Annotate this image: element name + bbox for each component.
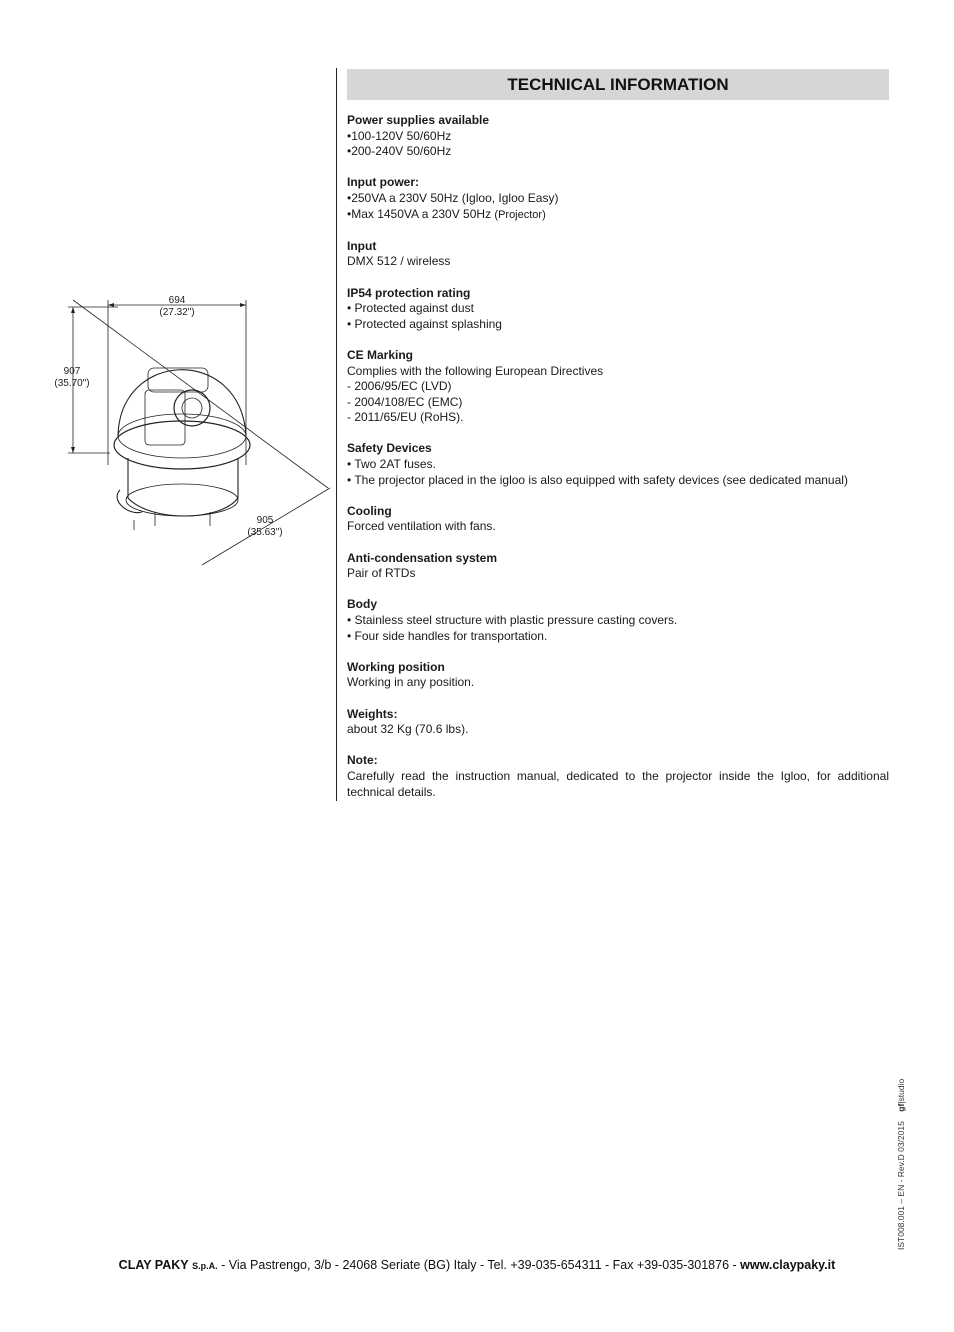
document-code [896, 1060, 910, 1250]
ip54-item: • Protected against dust [347, 301, 474, 316]
depth-dim-line [73, 300, 328, 488]
ce-item: Complies with the following European Directives [347, 363, 604, 378]
height-mm-label: 907 [63, 366, 81, 377]
studio-mark: gf [896, 1103, 906, 1112]
power-supplies-title: Power supplies available [347, 113, 490, 127]
anticond-item: Pair of RTDs [347, 566, 416, 581]
spec-list [347, 113, 889, 816]
cooling-item: Forced ventilation with fans. [347, 519, 496, 534]
company-name: CLAY PAKY [118, 1258, 189, 1272]
power-supply-item: •200-240V 50/60Hz [347, 144, 452, 159]
section-anti-condensation [347, 551, 889, 582]
ip54-title: IP54 protection rating [347, 285, 471, 300]
safety-title: Safety Devices [347, 441, 432, 456]
input-power-item [347, 207, 889, 224]
handle-left [117, 490, 142, 513]
section-body [347, 597, 889, 644]
power-supply-item: •100-120V 50/60Hz [347, 128, 452, 143]
website-link[interactable]: www.claypaky.it [740, 1258, 836, 1272]
note-title: Note: [347, 753, 378, 768]
base-body [128, 458, 238, 516]
width-mm-label: 694 [168, 295, 186, 306]
section-cooling [347, 504, 889, 535]
ce-title: CE Marking [347, 347, 414, 362]
igloo-drawing-svg [50, 290, 340, 570]
studio-name: |studio [896, 1078, 906, 1104]
page-title: TECHNICAL INFORMATION [507, 74, 729, 94]
width-arrow-left [108, 303, 114, 307]
section-input-power [347, 175, 889, 223]
depth-mm-label: 905 [256, 515, 274, 526]
input-power-value: •Max 1450VA a 230V 50Hz [347, 206, 495, 221]
cooling-title: Cooling [347, 503, 392, 518]
ce-item: - 2004/108/EC (EMC) [347, 394, 463, 409]
section-note [347, 753, 889, 800]
body-item: • Four side handles for transportation. [347, 628, 548, 643]
safety-item: • Two 2AT fuses. [347, 457, 436, 472]
input-power-title: Input power: [347, 175, 419, 190]
section-power-supplies [347, 113, 889, 160]
height-arrow-top [71, 307, 75, 313]
working-item: Working in any position. [347, 675, 475, 690]
input-power-item: •250VA a 230V 50Hz (Igloo, Igloo Easy) [347, 190, 559, 205]
section-input [347, 239, 889, 270]
input-power-note: (Projector) [494, 208, 546, 221]
igloo-technical-drawing [50, 290, 340, 570]
width-arrow-right [240, 303, 246, 307]
note-text: Carefully read the instruction manual, dedicated to the projector inside the Igloo, for additional technical details. [347, 768, 889, 799]
company-suffix: S.p.A. [192, 1261, 218, 1271]
weights-item: about 32 Kg (70.6 lbs). [347, 722, 469, 737]
anticond-title: Anti-condensation system [347, 550, 498, 565]
height-in-label: (35.70") [54, 378, 90, 389]
working-title: Working position [347, 659, 445, 674]
ce-item: - 2006/95/EC (LVD) [347, 379, 452, 394]
ip54-item: • Protected against splashing [347, 316, 502, 331]
width-in-label: (27.32") [159, 307, 195, 318]
height-arrow-bottom [71, 447, 75, 453]
section-weights [347, 707, 889, 738]
doc-revision: IST008.001 – EN - Rev.D 03/2015 [896, 1121, 906, 1250]
body-title: Body [347, 597, 377, 612]
section-ip54 [347, 286, 889, 333]
base-bottom [126, 484, 238, 516]
ce-item: - 2011/65/EU (RoHS). [347, 410, 464, 425]
column-divider [336, 68, 337, 801]
depth-in-label: (35.63") [247, 527, 283, 538]
projector-lens-outer [174, 390, 210, 426]
section-safety [347, 441, 889, 488]
body-item: • Stainless steel structure with plastic pressure casting covers. [347, 613, 678, 627]
section-ce-marking [347, 348, 889, 426]
company-address: - Via Pastrengo, 3/b - 24068 Seriate (BG) Italy - Tel. +39-035-654311 - Fax +39-035-301876 - [217, 1258, 741, 1272]
section-header [347, 69, 889, 100]
footer [0, 1258, 954, 1272]
input-item: DMX 512 / wireless [347, 254, 451, 269]
section-working-position [347, 660, 889, 691]
safety-item: • The projector placed in the igloo is also equipped with safety devices (see dedicated manual) [347, 472, 848, 487]
input-title: Input [347, 238, 377, 253]
weights-title: Weights: [347, 706, 398, 721]
projector-yoke [145, 390, 185, 445]
